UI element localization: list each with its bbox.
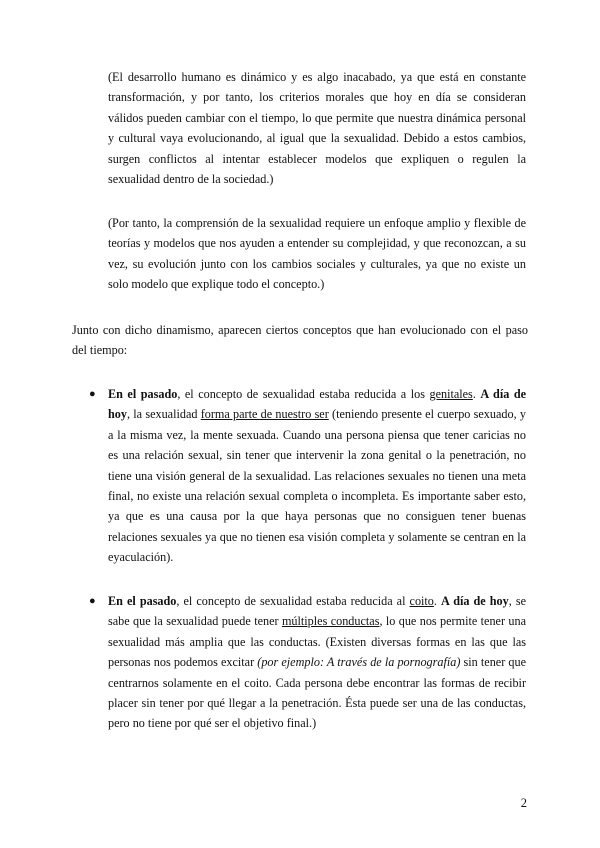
bold-text: A día de hoy bbox=[441, 594, 509, 608]
underlined-text: forma parte de nuestro ser bbox=[200, 407, 329, 422]
paragraph-human-development: (El desarrollo humano es dinámico y es algo inacabado, ya que está en constante transformación, y por tanto, los criterios morales que hoy en día se consideran válidos pueden cambiar con el tiempo, lo que permite que nuestra dinámica personal y cultural vaya evolucionando, al igual que la sexualidad. Debido a estos cambios, surgen conflictos al intentar establecer modelos que expliquen o regulen la sexualidad dentro de la sociedad.) bbox=[108, 70, 526, 187]
text-run: , el concepto de sexualidad estaba reducida al bbox=[176, 594, 410, 608]
bullet-item-coito bbox=[89, 591, 526, 734]
text-run: , la sexualidad bbox=[126, 407, 201, 422]
text-run: sin tener que centrarnos solamente en el coito. Cada persona debe encontrar las formas de recibir placer sin tener por qué llegar a la penetración. Ésta puede ser una de las conductas, pero no tiene por qué ser el objetivo final.) bbox=[108, 655, 526, 731]
underlined-text: genitales bbox=[429, 387, 473, 401]
bullet-marker: ● bbox=[89, 595, 96, 607]
bullet-item-genitales bbox=[89, 384, 527, 568]
text-run: , lo que nos permite tener una sexualidad más amplia que las conductas. (Existen diversas formas en las que las personas nos podemos excitar bbox=[108, 614, 526, 670]
page-number: 2 bbox=[520, 796, 527, 810]
bold-text: En el pasado bbox=[108, 594, 177, 608]
text-run: , se sabe que la sexualidad puede tener bbox=[108, 594, 526, 629]
bullet-marker: ● bbox=[89, 388, 96, 400]
text-run: (teniendo presente el cuerpo sexuado, y a la misma vez, la mente sexuada. Cuando una persona piensa que tener caricias no es una relación sexual, sin tener que intervenir la zona genital o la penetración, no tiene una visión general de la sexualidad. Las relaciones sexuales no tienen una meta final, no existe una relación sexual completa o incompleta. Es importante saber esto, ya que es una causa por la que haya personas que no consiguen tener buenas relaciones sexuales ya que no tienen esa visión completa y solamente se centran en la eyaculación). bbox=[108, 407, 526, 565]
text-run: . bbox=[433, 594, 442, 608]
underlined-text: coito bbox=[409, 594, 434, 608]
underlined-text: múltiples conductas bbox=[281, 614, 380, 629]
paragraph-understanding-sexuality: (Por tanto, la comprensión de la sexualidad requiere un enfoque amplio y flexible de teorías y modelos que nos ayuden a entender su complejidad, y que reconozcan, a su vez, su evolución junto con los cambios sociales y culturales, ya que no existe un solo modelo que explique todo el concepto.) bbox=[108, 216, 526, 292]
text-run: , el concepto de sexualidad estaba reducida a los bbox=[177, 387, 430, 401]
paragraph-intro-concepts: Junto con dicho dinamismo, aparecen ciertos conceptos que han evolucionado con el paso del tiempo: bbox=[72, 323, 528, 358]
italic-text: (por ejemplo: A través de la pornografía) bbox=[257, 655, 461, 670]
bold-text: A día de hoy bbox=[108, 387, 527, 422]
text-run: . bbox=[472, 387, 481, 401]
bold-text: En el pasado bbox=[108, 387, 178, 401]
